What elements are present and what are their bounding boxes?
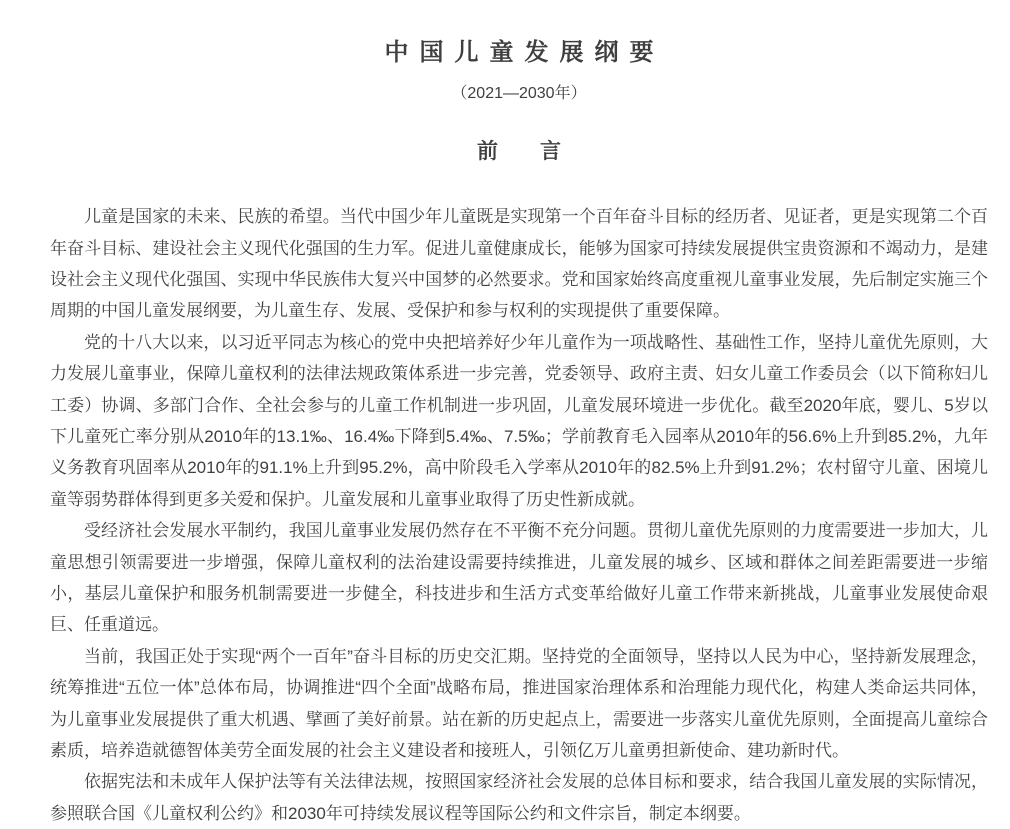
paragraph-3: 受经济社会发展水平制约，我国儿童事业发展仍然存在不平衡不充分问题。贯彻儿童优先原则的力度需要进一步加大，儿童思想引领需要进一步增强，保障儿童权利的法治建设需要持续推进，儿童发展的城乡、区域和群体之间差距需要进一步缩小，基层儿童保护和服务机制需要进一步健全，科技进步和生活方式变革给做好儿童工作带来新挑战，儿童事业发展使命艰巨、任重道远。 — [50, 521, 988, 635]
document-title: 中国儿童发展纲要 — [384, 39, 665, 67]
document-body — [50, 201, 988, 829]
preface-heading: 前 言 — [477, 140, 561, 164]
document-page — [50, 16, 988, 829]
paragraph-4: 当前，我国正处于实现“两个一百年”奋斗目标的历史交汇期。坚持党的全面领导，坚持以人民为中心，坚持新发展理念，统筹推进“五位一体”总体布局，协调推进“四个全面”战略布局，推进国家治理体系和治理能力现代化，构建人类命运共同体，为儿童事业发展提供了重大机遇、擘画了美好前景。站在新的历史起点上，需要进一步落实儿童优先原则，全面提高儿童综合素质，培养造就德智体美劳全面发展的社会主义建设者和接班人，引领亿万儿童勇担新使命、建功新时代。 — [50, 646, 988, 761]
paragraph-1: 儿童是国家的未来、民族的希望。当代中国少年儿童既是实现第一个百年奋斗目标的经历者、见证者，更是实现第二个百年奋斗目标、建设社会主义现代化强国的生力军。促进儿童健康成长，能够为国家可持续发展提供宝贵资源和不竭动力，是建设社会主义现代化强国、实现中华民族伟大复兴中国梦的必然要求。党和国家始终高度重视儿童事业发展，先后制定实施三个周期的中国儿童发展纲要，为儿童生存、发展、受保护和参与权利的实现提供了重要保障。 — [50, 207, 988, 321]
document-subtitle: （2021—2030年） — [451, 85, 587, 103]
paragraph-5: 依据宪法和未成年人保护法等有关法律法规，按照国家经济社会发展的总体目标和要求，结合我国儿童发展的实际情况，参照联合国《儿童权利公约》和2030年可持续发展议程等国际公约和文件宗旨，制定本纲要。 — [50, 772, 988, 823]
paragraph-2: 党的十八大以来，以习近平同志为核心的党中央把培养好少年儿童作为一项战略性、基础性工作，坚持儿童优先原则，大力发展儿童事业，保障儿童权利的法律法规政策体系进一步完善，党委领导、政府主责、妇女儿童工作委员会（以下简称妇儿工委）协调、多部门合作、全社会参与的儿童工作机制进一步巩固，儿童发展环境进一步优化。截至2020年底，婴儿、5岁以下儿童死亡率分别从2010年的13.1‰、16.4‰下降到5.4‰、7.5‰；学前教育毛入园率从2010年的56.6%上升到85.2%，九年义务教育巩固率从2010年的91.1%上升到95.2%，高中阶段毛入学率从2010年的82.5%上升到91.2%；农村留守儿童、困境儿童等弱势群体得到更多关爱和保护。儿童发展和儿童事业取得了历史性新成就。 — [50, 332, 988, 509]
